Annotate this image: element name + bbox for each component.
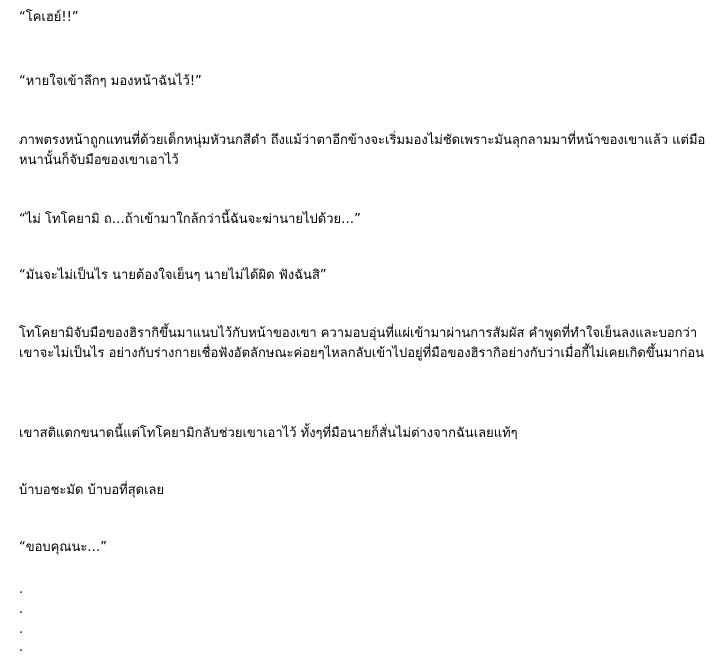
paragraph-2: “หายใจเข้าลึกๆ มองหน้าฉันไว้!” <box>19 74 202 89</box>
ellipsis-dot-2: . <box>19 602 24 617</box>
paragraph-3: ภาพตรงหน้าถูกแทนที่ด้วยเด็กหนุ่มหัวนกสีดำ ถึงแม้ว่าตาอีกข้างจะเริ่มมองไม่ชัดเพราะมันลุกลามมาที่หน้าของเขาแล้ว แต่มือหนานั้นก็จับมือของเขาเอาไว้ <box>19 133 706 168</box>
paragraph-6: โทโคยามิจับมือของฮิรากิขึ้นมาแนบไว้กับหน้าของเขา ความอบอุ่นที่แผ่เข้ามาผ่านการสัมผัส คำพูดที่ทำใจเย็นลงและบอกว่าเขาจะไม่เป็นไร อย่างกับร่างกายเชื่อฟังอัตลักษณะค่อยๆไหลกลับเข้าไปอยู่ที่มือของฮิรากิอย่างกับว่าเมื่อกี้ไม่เคยเกิดขึ้นมาก่อน <box>19 326 705 361</box>
ellipsis-dot-3: . <box>19 622 24 637</box>
ellipsis-dot-1: . <box>19 582 24 597</box>
paragraph-8: บ้าบอชะมัด บ้าบอที่สุดเลย <box>19 483 165 498</box>
paragraph-9: “ขอบคุณนะ…” <box>19 540 108 555</box>
paragraph-4: “ไม่ โทโคยามิ ถ…ถ้าเข้ามาใกล้กว่านี้ฉันจะฆ่านายไปด้วย…” <box>19 212 361 227</box>
ellipsis-dot-4: . <box>19 640 24 655</box>
paragraph-7: เขาสติแตกขนาดนี้แต่โทโคยามิกลับช่วยเขาเอาไว้ ทั้งๆที่มือนายก็สั่นไม่ต่างจากฉันเลยแท้ๆ <box>19 426 518 441</box>
paragraph-1: “โคเฮย์!!” <box>19 10 79 25</box>
paragraph-5: “มันจะไม่เป็นไร นายต้องใจเย็นๆ นายไม่ได้ผิด ฟังฉันสิ” <box>19 268 327 283</box>
